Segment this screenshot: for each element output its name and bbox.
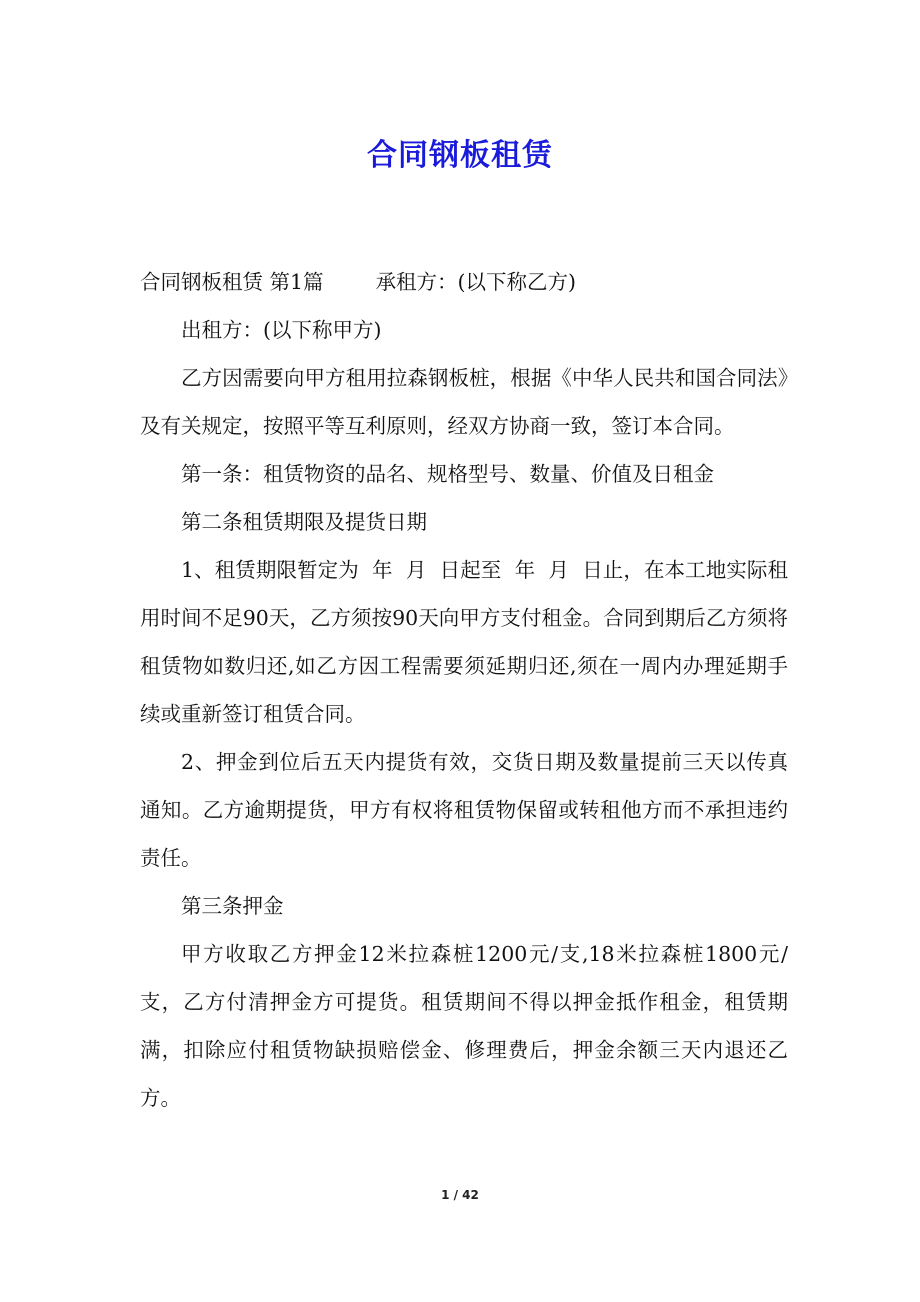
section-heading: 合同钢板租赁 第1篇 [140,270,324,294]
article-2-heading: 第二条租赁期限及提货日期 [181,510,427,534]
lessee-line: 承租方：(以下称乙方) [375,270,577,294]
document-body [140,258,788,1122]
page-number: 1 / 42 [441,1188,479,1202]
article-3-heading: 第三条押金 [181,894,284,918]
article-2-clause-2: 2、押金到位后五天内提货有效，交货日期及数量提前三天以传真通知。乙方逾期提货，甲方有权将租赁物保留或转租他方而不承担违约责任。 [140,750,788,870]
preamble-paragraph: 乙方因需要向甲方租用拉森钢板桩，根据《中华人民共和国合同法》及有关规定，按照平等互利原则，经双方协商一致，签订本合同。 [140,366,788,438]
article-2-clause-1: 1、租赁期限暂定为 年 月 日起至 年 月 日止，在本工地实际租用时间不足90天，乙方须按90天向甲方支付租金。合同到期后乙方须将租赁物如数归还,如乙方因工程需要须延期归还,须在一周内办理延期手续或重新签订租赁合同。 [140,558,788,726]
lessor-line: 出租方：(以下称甲方) [181,318,382,342]
document-title: 合同钢板租赁 [367,138,553,174]
article-1-heading: 第一条：租赁物资的品名、规格型号、数量、价值及日租金 [181,462,714,486]
article-3-paragraph: 甲方收取乙方押金12米拉森桩1200元/支,18米拉森桩1800元/支，乙方付清押金方可提货。租赁期间不得以押金抵作租金，租赁期满，扣除应付租赁物缺损赔偿金、修理费后，押金余额三天内退还乙方。 [140,942,788,1110]
first-line [140,258,788,306]
